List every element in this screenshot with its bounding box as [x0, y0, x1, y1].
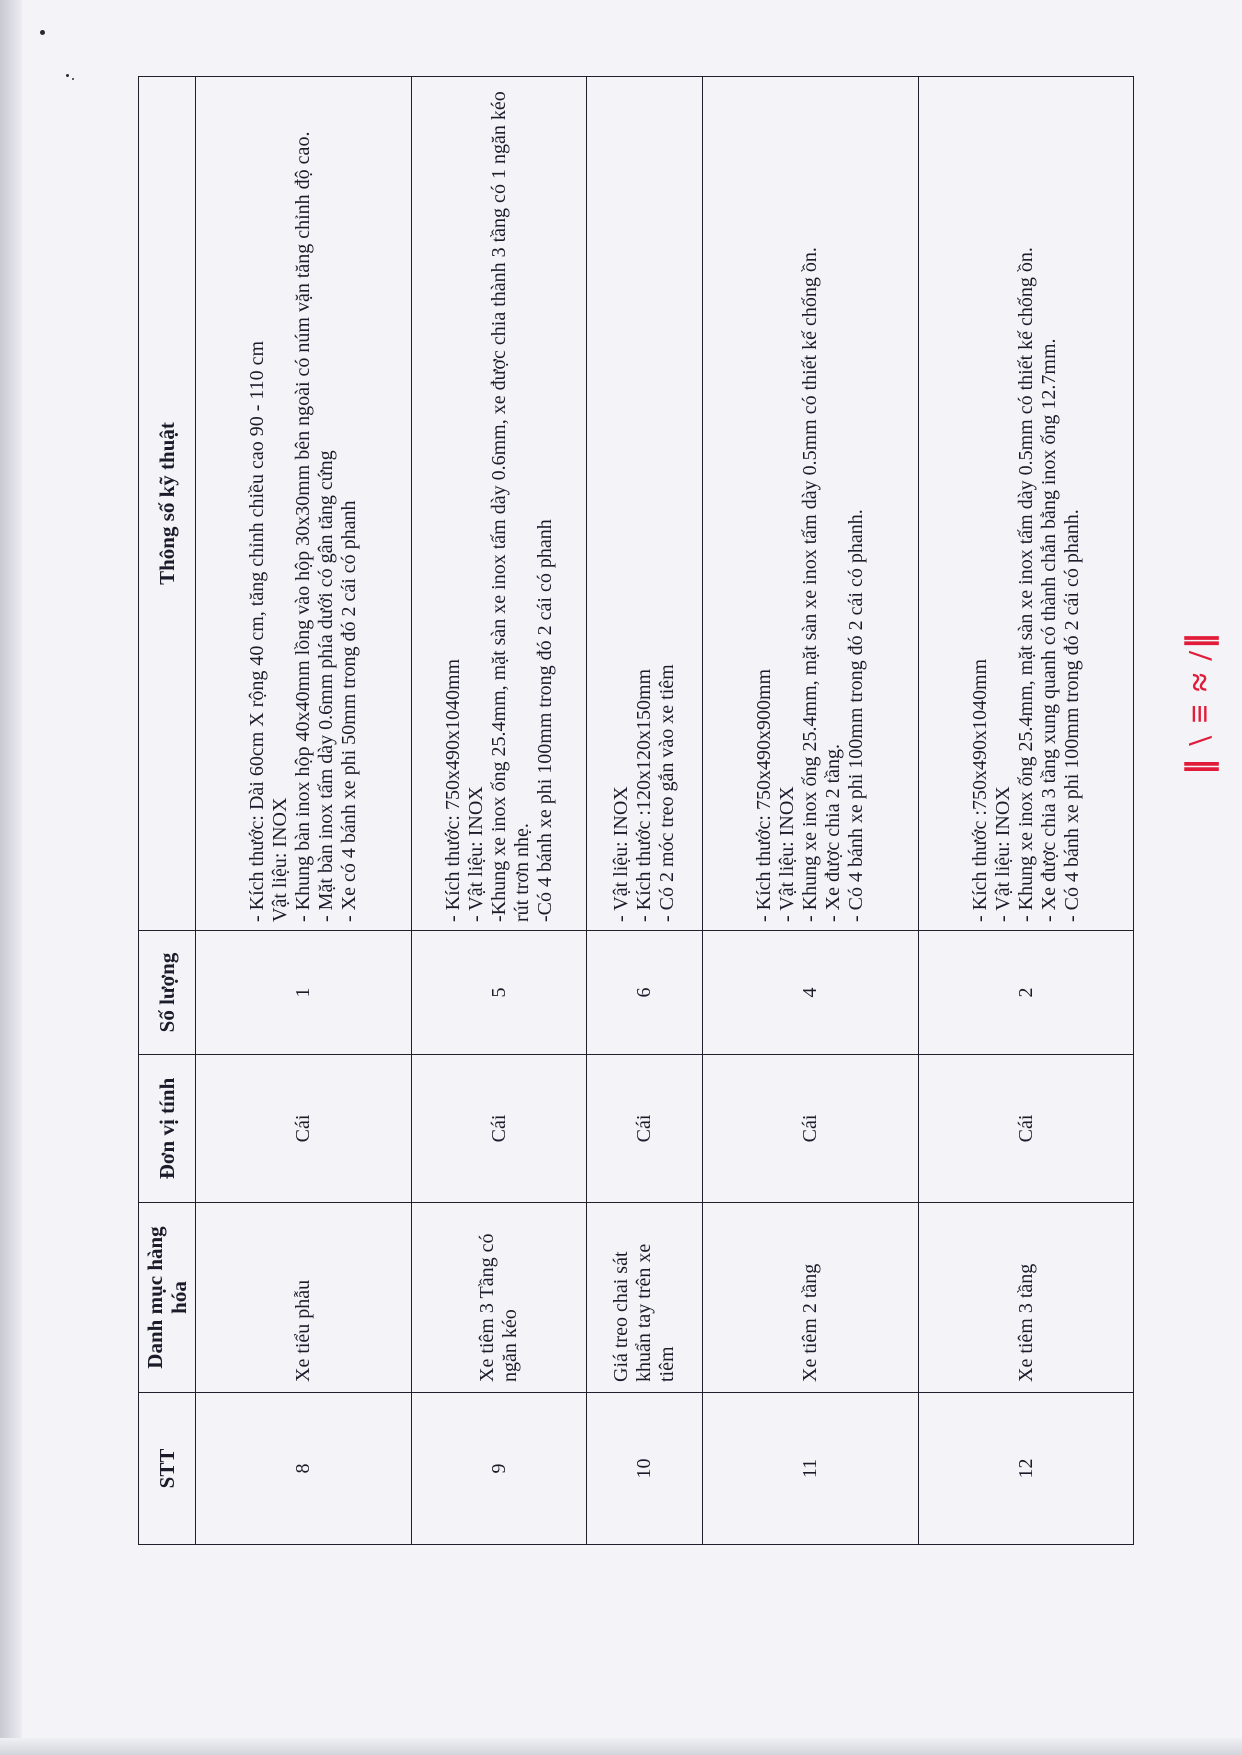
spec-line: - Kích thước: 750x490x900mm — [753, 668, 776, 922]
scan-speck — [40, 30, 45, 35]
row-stt: 11 — [703, 1393, 919, 1545]
spec-line: - Kích thước :750x490x1040mm — [968, 658, 991, 922]
row-stt: 10 — [587, 1393, 703, 1545]
table-row — [412, 77, 587, 1545]
spec-line: - Khung xe inox ống 25.4mm, mặt sàn xe inox tấm dày 0.5mm có thiết kế chống ồn. — [799, 247, 822, 922]
row-specification — [196, 77, 412, 931]
header-item-name: Danh mục hàng hóa — [139, 1203, 196, 1393]
header-unit: Đơn vị tính — [139, 1055, 196, 1203]
row-unit: Cái — [919, 1055, 1134, 1203]
spec-line: - Xe được chia 2 tầng. — [822, 743, 845, 922]
table-row — [703, 77, 919, 1545]
spec-line: - Có 4 bánh xe phi 100mm trong đó 2 cái có phanh. — [845, 509, 868, 922]
spec-line: - Kích thước :120x120x150mm — [633, 668, 656, 922]
table-header-row — [139, 77, 196, 1545]
row-quantity: 2 — [919, 931, 1134, 1055]
table-row — [587, 77, 703, 1545]
header-stt: STT — [139, 1393, 196, 1545]
spec-line: - Kích thước: Dài 60cm X rộng 40 cm, tăng chỉnh chiều cao 90 - 110 cm — [246, 340, 269, 922]
spec-line: - Vật liệu: INOX — [776, 786, 799, 922]
row-quantity: 5 — [412, 931, 587, 1055]
row-item-name: Giá treo chai sát khuẩn tay trên xe tiêm — [587, 1203, 703, 1393]
header-specification: Thông số kỹ thuật — [139, 77, 196, 931]
spec-line: - Vật liệu: INOX — [464, 786, 487, 922]
row-item-name: Xe tiêm 2 tầng — [703, 1203, 919, 1393]
row-unit: Cái — [587, 1055, 703, 1203]
spec-line: - Có 2 móc treo gắn vào xe tiêm — [656, 664, 679, 922]
spec-line: - Vật liệu: INOX — [610, 786, 633, 922]
table-row — [919, 77, 1134, 1545]
row-specification — [919, 77, 1134, 931]
row-stt: 8 — [196, 1393, 412, 1545]
spec-table — [138, 76, 1134, 1545]
row-unit: Cái — [703, 1055, 919, 1203]
spec-line: - Xe được chia 3 tầng xung quanh có thành chắn bằng inox ống 12.7mm. — [1037, 338, 1060, 922]
spec-line: - Mặt bàn inox tấm dày 0.6mm phía dưới có gân tăng cứng — [315, 450, 338, 922]
spec-line: - Có 4 bánh xe phi 100mm trong đó 2 cái có phanh. — [1060, 509, 1083, 922]
row-quantity: 6 — [587, 931, 703, 1055]
header-quantity: Số lượng — [139, 931, 196, 1055]
scan-edge-left — [0, 0, 22, 1755]
scan-edge-bottom — [0, 1738, 1242, 1755]
spec-line: - Vật liệu: INOX — [991, 786, 1014, 922]
spec-line: -Khung xe inox ống 25.4mm, mặt sàn xe inox tấm dày 0.6mm, xe được chia thành 3 tầng có 1 ngăn kéo rút trơn nhẹ. — [487, 91, 533, 922]
row-specification — [703, 77, 919, 931]
row-stt: 9 — [412, 1393, 587, 1545]
row-quantity: 1 — [196, 931, 412, 1055]
spec-line: - Kích thước: 750x490x1040mm — [441, 658, 464, 922]
rotated-page — [138, 77, 1132, 1545]
row-unit: Cái — [412, 1055, 587, 1203]
row-unit: Cái — [196, 1055, 412, 1203]
row-item-name: Xe tiêm 3 Tầng có ngăn kéo — [412, 1203, 587, 1393]
table-row — [196, 77, 412, 1545]
red-stamp-fragment: ∥ \ ≡ ≈ /∥ — [1182, 630, 1219, 775]
row-item-name: Xe tiêm 3 tầng — [919, 1203, 1134, 1393]
row-specification — [587, 77, 703, 931]
scan-speck — [66, 74, 69, 77]
spec-line: Vật liệu: INOX — [269, 797, 292, 922]
row-quantity: 4 — [703, 931, 919, 1055]
scan-speck — [72, 78, 74, 80]
spec-line: -Có 4 bánh xe phi 100mm trong đó 2 cái có phanh — [533, 519, 556, 922]
row-stt: 12 — [919, 1393, 1134, 1545]
spec-line: - Khung bàn inox hộp 40x40mm lồng vào hộp 30x30mm bên ngoài có núm vặn tăng chỉnh độ cao. — [292, 131, 315, 922]
spec-line: - Khung xe inox ống 25.4mm, mặt sàn xe inox tấm dày 0.5mm có thiết kế chống ồn. — [1014, 247, 1037, 922]
row-specification — [412, 77, 587, 931]
row-item-name: Xe tiểu phẫu — [196, 1203, 412, 1393]
spec-line: - Xe có 4 bánh xe phi 50mm trong đó 2 cái có phanh — [338, 500, 361, 922]
